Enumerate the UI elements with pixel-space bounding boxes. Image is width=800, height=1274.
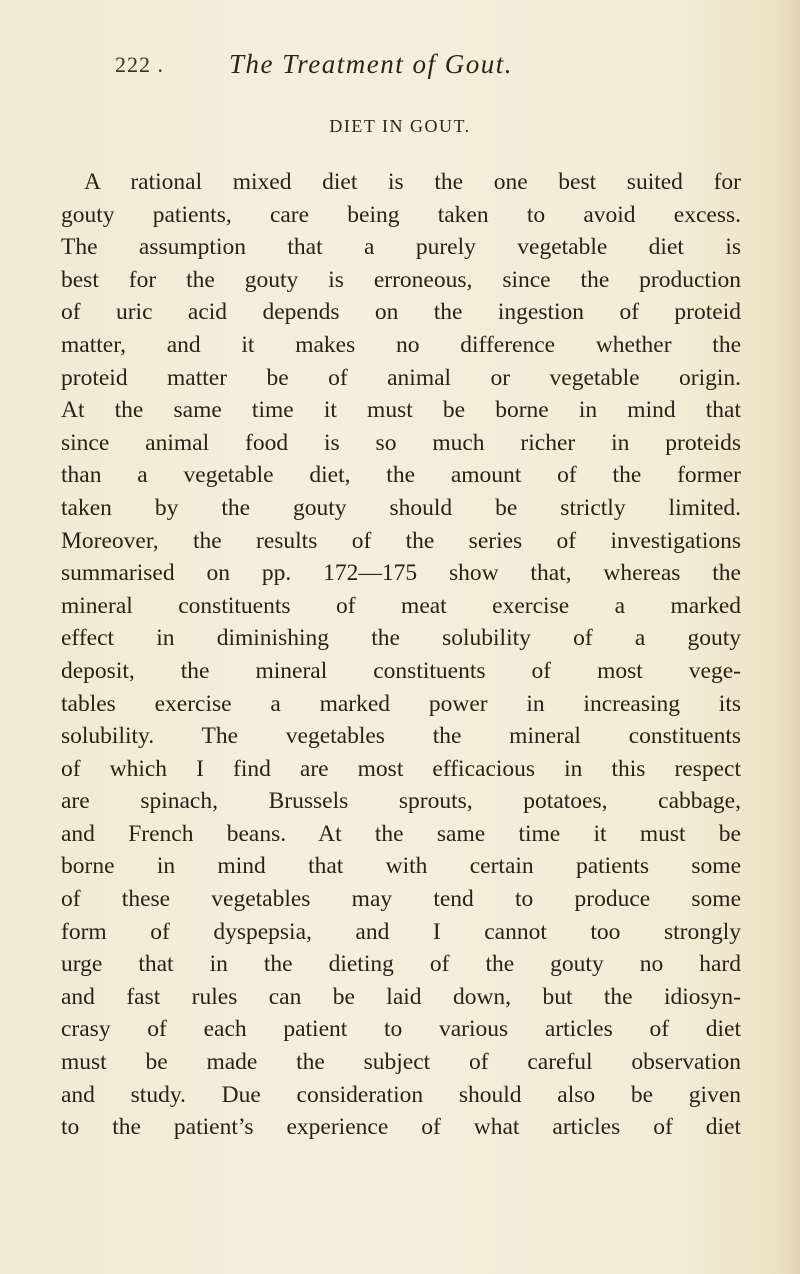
text-line: of which I find are most efficacious in this respect <box>61 755 741 782</box>
text-line: effect in diminishing the solubility of a gouty <box>61 625 741 652</box>
text-line: mineral constituents of meat exercise a marked <box>61 592 741 619</box>
page-edge-shadow <box>774 0 800 1274</box>
text-line: The assumption that a purely vegetable diet is <box>61 234 741 261</box>
text-line: Moreover, the results of the series of investigations <box>61 527 741 554</box>
text-line: and study. Due consideration should also be given <box>61 1081 741 1108</box>
text-line: gouty patients, care being taken to avoid excess. <box>61 201 741 228</box>
text-line: since animal food is so much richer in proteids <box>61 429 741 456</box>
book-title: The Treatment of Gout. <box>229 49 514 79</box>
text-line: solubility. The vegetables the mineral constituents <box>61 723 741 750</box>
text-line: summarised on pp. 172—175 show that, whereas the <box>61 560 741 587</box>
text-line: tables exercise a marked power in increasing its <box>61 690 741 717</box>
section-heading: DIET IN GOUT. <box>329 116 471 136</box>
text-line: than a vegetable diet, the amount of the former <box>61 462 741 489</box>
text-line: taken by the gouty should be strictly limited. <box>61 494 741 521</box>
text-line: A rational mixed diet is the one best suited for <box>84 169 741 195</box>
text-line: deposit, the mineral constituents of most vege- <box>61 657 741 684</box>
page-number: 222 . <box>115 52 164 77</box>
text-line: form of dyspepsia, and I cannot too strongly <box>61 918 741 945</box>
text-line: urge that in the dieting of the gouty no hard <box>61 951 741 978</box>
text-line: and French beans. At the same time it must be <box>61 820 741 847</box>
text-line: proteid matter be of animal or vegetable origin. <box>61 364 741 391</box>
running-head <box>115 46 695 86</box>
text-line: of these vegetables may tend to produce some <box>61 886 741 913</box>
text-line: and fast rules can be laid down, but the idiosyn- <box>61 983 741 1010</box>
text-line: to the patient’s experience of what articles of diet <box>61 1114 741 1141</box>
text-line: best for the gouty is erroneous, since the production <box>61 266 741 293</box>
text-line: crasy of each patient to various articles of diet <box>61 1016 741 1043</box>
text-line: are spinach, Brussels sprouts, potatoes, cabbage, <box>61 788 741 815</box>
text-line: borne in mind that with certain patients some <box>61 853 741 880</box>
text-line: At the same time it must be borne in mind that <box>61 397 741 424</box>
text-line: matter, and it makes no difference whether the <box>61 331 741 358</box>
text-line: of uric acid depends on the ingestion of proteid <box>61 299 741 326</box>
text-line: must be made the subject of careful observation <box>61 1049 741 1076</box>
body-text <box>61 166 741 1144</box>
